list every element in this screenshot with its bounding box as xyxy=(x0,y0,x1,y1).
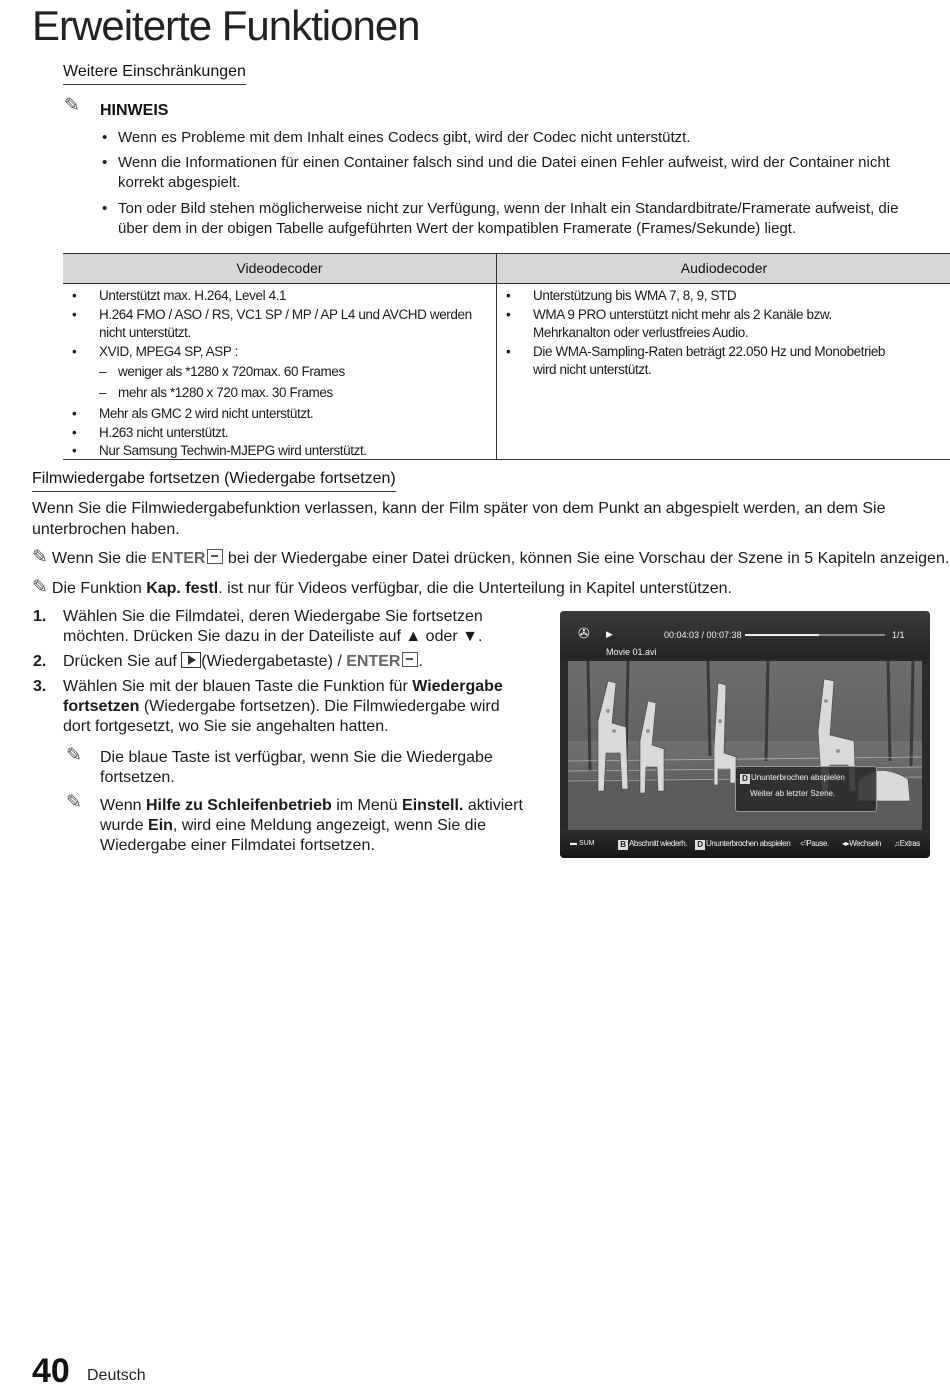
page-language: Deutsch xyxy=(87,1367,146,1384)
resume-intro-paragraph: Wenn Sie die Filmwiedergabefunktion verlassen, kann der Film später von dem Punkt an abgespielt werden, an dem Sie unterbrochen haben. xyxy=(32,500,886,538)
bullet-dot: • xyxy=(72,424,77,440)
note-label: HINWEIS xyxy=(100,102,169,119)
page-title: Erweiterte Funktionen xyxy=(32,2,420,49)
film-reel-icon: ✇ xyxy=(578,625,590,641)
playback-progress-bar[interactable] xyxy=(745,634,885,636)
bullet-dot: • xyxy=(506,306,511,322)
pencil-note-icon: ✎ xyxy=(64,95,80,116)
sum-button[interactable]: ▬ SUM xyxy=(570,840,595,847)
list-item-text: H.264 FMO / ASO / RS, VC1 SP / MP / AP L4 und AVCHD werden nicht unterstützt. xyxy=(99,306,472,340)
switch-button[interactable]: ◂▸Wechseln xyxy=(842,839,882,848)
list-item xyxy=(497,343,897,380)
playback-time: 00:04:03 / 00:07:38 xyxy=(664,630,742,640)
sub-list-item-text: mehr als *1280 x 720 max. 30 Frames xyxy=(118,384,333,400)
dash-marker: – xyxy=(99,384,107,400)
bullet-dot: • xyxy=(102,154,108,171)
note-bullet-text: Wenn es Probleme mit dem Inhalt eines Codecs gibt, wird der Codec nicht unterstützt. xyxy=(118,129,691,146)
repeat-section-button[interactable]: B Abschnitt wiederh. xyxy=(618,839,687,850)
bullet-dot: • xyxy=(72,406,77,421)
enter-key-label: ENTER xyxy=(151,550,206,567)
bullet-dot: • xyxy=(72,343,77,359)
list-item-text: Unterstützt max. H.264, Level 4.1 xyxy=(99,288,287,303)
dash-marker: – xyxy=(99,364,107,379)
popup-line-1: Ununterbrochen abspielen xyxy=(751,773,845,782)
popup-line-2: Weiter ab letzter Szene. xyxy=(750,789,836,798)
table-header-audio: Audiodecoder xyxy=(680,260,768,276)
subnote-blue-key: Die blaue Taste ist verfügbar, wenn Sie die Wiedergabe fortsetzen. xyxy=(100,749,493,786)
step-number: 3. xyxy=(33,678,47,695)
playback-progress-fill xyxy=(745,634,819,636)
subnote-loop-help: Wenn Hilfe zu Schleifenbetrieb im Menü Einstell. aktiviert wurde Ein, wird eine Meldung angezeigt, wenn Sie die Wiedergabe einer Filmdatei fortsetzen. xyxy=(100,797,523,854)
section-heading-restrictions: Weitere Einschränkungen xyxy=(63,63,246,85)
list-item-text: Unterstützung bis WMA 7, 8, 9, STD xyxy=(533,288,737,303)
audio-decoder-list xyxy=(497,287,897,380)
list-item xyxy=(63,306,495,343)
pencil-note-icon: ✎ xyxy=(32,547,48,568)
bullet-dot: • xyxy=(72,443,77,458)
list-item-text: H.263 nicht unterstützt. xyxy=(99,424,229,440)
bullet-dot: • xyxy=(72,288,77,303)
enter-key-label: ENTER xyxy=(346,653,401,670)
extras-button[interactable]: ♫Extras xyxy=(894,839,920,848)
list-item-text: WMA 9 PRO unterstützt nicht mehr als 2 Kanäle bzw. Mehrkanalton oder verlustfreies Audio. xyxy=(533,306,832,340)
list-item xyxy=(63,424,495,443)
key-d-badge: D xyxy=(740,774,750,784)
bullet-dot: • xyxy=(102,129,108,146)
list-item xyxy=(63,405,495,424)
list-item-text: XVID, MPEG4 SP, ASP : xyxy=(99,343,238,359)
list-item xyxy=(63,442,495,461)
bullet-dot: • xyxy=(72,306,77,322)
step-2: 2. Drücken Sie auf (Wiedergabetaste) / ENTER . xyxy=(33,653,423,670)
section-heading-resume: Filmwiedergabe fortsetzen (Wiedergabe fortsetzen) xyxy=(32,470,396,492)
table-header-row xyxy=(63,254,950,284)
note-bullet xyxy=(102,199,918,239)
step-1: 1. Wählen Sie die Filmdatei, deren Wiedergabe Sie fortsetzen möchten. Drücken Sie dazu in der Dateiliste auf ▲ oder ▼. xyxy=(33,608,483,645)
enter-key-icon xyxy=(402,652,418,667)
step-3: 3. Wählen Sie mit der blauen Taste die Funktion für Wiedergabe fortsetzen (Wiedergabe fortsetzen). Die Filmwiedergabe wird dort fortgesetzt, wo Sie sie angehalten hatten. xyxy=(33,678,503,735)
file-page-count: 1/1 xyxy=(892,630,905,640)
player-bottom-bar xyxy=(560,830,930,858)
note-preview-chapters: ✎ Wenn Sie die ENTER bei der Wiedergabe einer Datei drücken, können Sie eine Vorschau der Szene in 5 Kapiteln anzeigen. xyxy=(32,547,950,568)
pencil-note-icon: ✎ xyxy=(66,745,82,766)
step-number: 1. xyxy=(33,608,47,625)
note-bullet xyxy=(102,153,908,193)
list-item-text: Nur Samsung Techwin-MJEPG wird unterstützt. xyxy=(99,443,367,458)
sub-list-item-text: weniger als *1280 x 720max. 60 Frames xyxy=(118,364,345,379)
step-number: 2. xyxy=(33,653,47,670)
codec-table xyxy=(63,253,950,460)
play-button-icon xyxy=(181,652,201,668)
sub-list-item xyxy=(63,363,495,382)
pencil-note-icon: ✎ xyxy=(32,577,48,598)
enter-key-icon xyxy=(207,549,223,564)
video-player-screenshot xyxy=(560,611,930,858)
pencil-note-icon: ✎ xyxy=(66,792,82,813)
list-item-text: Die WMA-Sampling-Raten beträgt 22.050 Hz und Monobetrieb wird nicht unterstützt. xyxy=(533,343,886,377)
video-decoder-list xyxy=(63,287,495,461)
bullet-dot: • xyxy=(102,200,108,217)
play-icon: ▶ xyxy=(606,629,613,639)
list-item xyxy=(497,306,897,343)
file-name: Movie 01.avi xyxy=(606,647,657,657)
table-header-video: Videodecoder xyxy=(236,260,323,276)
note-bullet-text: Wenn die Informationen für einen Container falsch sind und die Datei einen Fehler aufweist, wird der Container nicht korrekt abgespielt. xyxy=(118,154,890,191)
list-item xyxy=(63,343,495,362)
pause-button[interactable]: ⏎Pause. xyxy=(800,839,829,848)
bullet-dot: • xyxy=(506,343,511,359)
list-item-text: Mehr als GMC 2 wird nicht unterstützt. xyxy=(99,406,314,421)
list-item xyxy=(63,287,495,306)
note-chapter-function: ✎ Die Funktion Kap. festl. ist nur für Videos verfügbar, die die Unterteilung in Kapitel unterstützen. xyxy=(32,577,732,598)
sub-list-item xyxy=(63,384,495,403)
bullet-dot: • xyxy=(506,288,511,303)
continuous-play-button[interactable]: D Ununterbrochen abspielen xyxy=(695,839,790,850)
list-item xyxy=(497,287,897,306)
player-top-bar xyxy=(560,611,930,659)
resume-popup xyxy=(735,766,877,812)
note-bullet-text: Ton oder Bild stehen möglicherweise nicht zur Verfügung, wenn der Inhalt ein Standardbitrate/Framerate aufweist, die über dem in der obigen Tabelle aufgeführten Wert der kompatiblen Framerate (Frames/Sekunde) liegt. xyxy=(118,200,899,237)
note-bullet xyxy=(102,128,918,148)
page-number: 40 xyxy=(32,1352,70,1390)
